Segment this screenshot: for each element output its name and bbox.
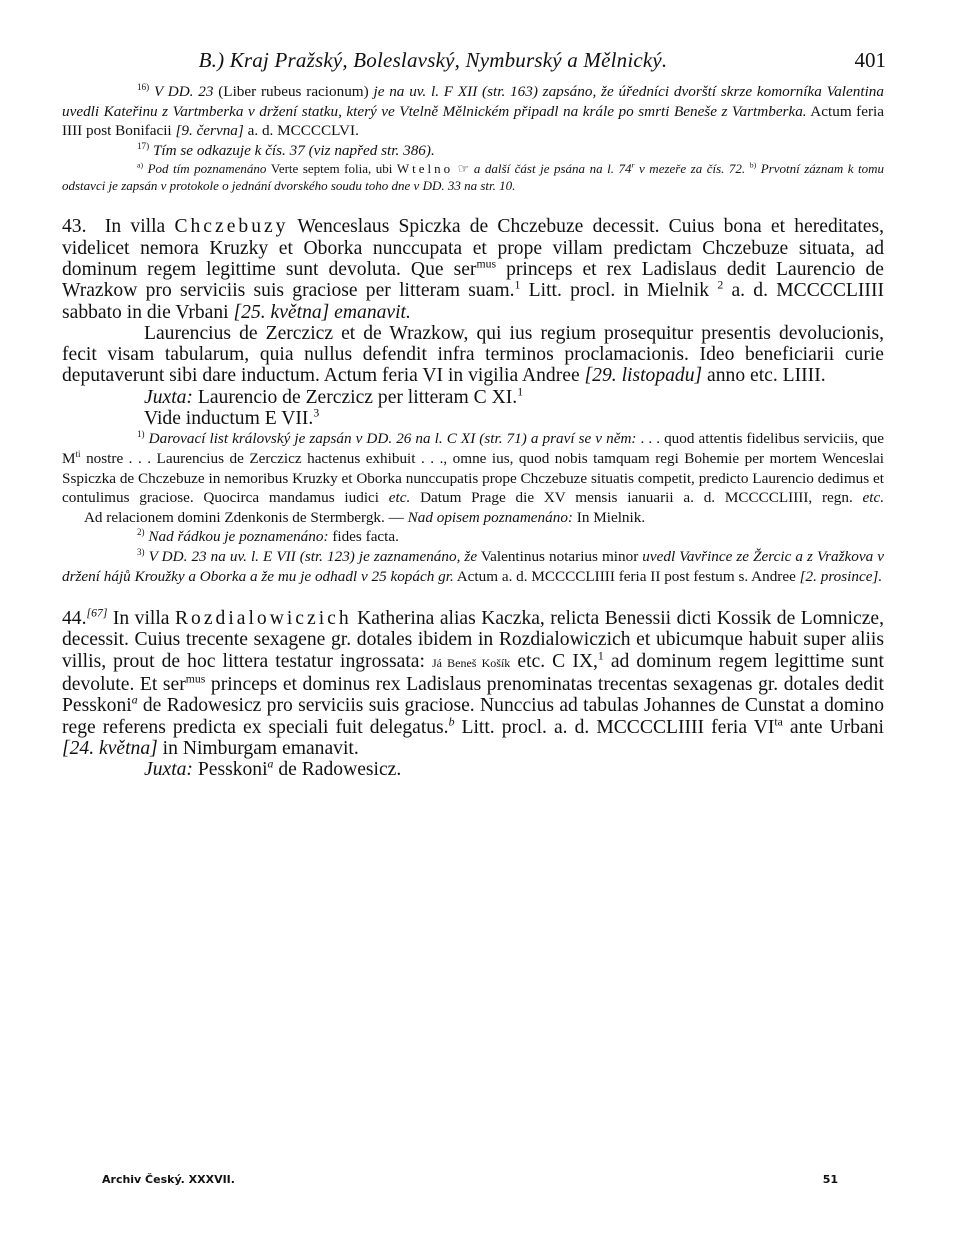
footnote-a: $^{a)}$ Pod tím poznamenáno Verte septem folia, ubi Wtelno ☞ a další část je psána na l. 74$^r$ v mezeře za čís. 72. $^{b)}$ Prvotní záznam k tomu odstavci je zapsán v protokole o jednání dvorského soudu toho dne v DD. 33 na str. 10. bbox=[62, 161, 885, 194]
pointing-hand-icon: ☞ bbox=[453, 161, 474, 177]
entry-43-paragraph-1: 43. In villa Chczebuzy Wenceslaus Spiczka de Chczebuze decessit. Cuius bona et hereditates, videlicet nemora Kruzky et Oborka nunccupata et prope villam predictam Chczebuze situata, ad dominum regem legittime sunt devoluta. Que ser$^{mus}$ princeps et rex Ladislaus dedit Laurencio de Wrazkow pro serviciis suis graciose per litteram suam.$^1$ Litt. procl. in Mielnik $^2$ a. d. MCCCCLIIII sabbato in die Vrbani [25. května] emanavit. bbox=[62, 216, 884, 323]
place-name: Chczebuzy bbox=[174, 216, 289, 238]
top-footnotes bbox=[62, 82, 884, 194]
footnote-16: $^{16)}$ V DD. 23 (Liber rubeus racionum) je na uv. l. F XII (str. 163) zapsáno, že úředníci dvorští skrze komorníka Valentina uvedli Kateřinu z Vartmberka v držení statku, který ve Vtelně Mělnickém připadl na krále po smrti Beneše z Vartmberka. Actum feria IIII post Bonifacii [9. června] a. d. MCCCCLVI. bbox=[62, 81, 884, 140]
page-number: 401 bbox=[854, 48, 886, 72]
entry-number: 44. bbox=[62, 608, 87, 630]
place-name: Rozdialowiczich bbox=[174, 608, 352, 630]
entry-43-footnotes bbox=[62, 429, 884, 586]
entry-44-paragraph-1: 44.[67] In villa Rozdialowiczich Katherina alias Kaczka, relicta Benessii dicti Kossik de Lomnicze, decessit. Cuius trecente sexagene gr. dotales ibidem in Rozdialowiczich et ubicumque habuit super aliis villis, prout de hoc littera testatur ingrossata: Já Beneš Košík etc. C IX,$^1$ ad dominum regem legittime sunt devolute. Et ser$^{mus}$ princeps et dominus rex Ladislaus prenominatas trecentas sexagenas gr. dotales dedit Pesskoni$^a$ de Radowesicz pro serviciis suis graciose. Nunccius ad tabulas Johannes de Cunstat a domino rege referens predicta ex speciali fuit delegatus.$^b$ Litt. procl. a. d. MCCCCLIIII feria $VI^{ta}$ ante Urbani [24. května] in Nimburgam emanavit. bbox=[62, 606, 885, 759]
entry-44-juxta: Juxta: Pesskoni$^a$ de Radowesicz. bbox=[144, 757, 402, 781]
entry-43-paragraph-2: Laurencius de Zerczicz et de Wrazkow, qui ius regium prosequitur presentis devolucionis, fecit visam tabularum, quia nullus defendit infra terminos proclamacionis. Ideo beneficiarii curie deputaverunt sibi dare inductum. Actum feria VI in vigilia Andree [29. listopadu] anno etc. LIIII. bbox=[62, 322, 884, 387]
entry-43 bbox=[62, 216, 884, 429]
footnote-17: $^{17)}$ Tím se odkazuje k čís. 37 (viz napřed str. 386). bbox=[137, 140, 435, 159]
entry-number: 43. bbox=[62, 216, 87, 238]
entry-44 bbox=[62, 608, 884, 780]
running-head: B.) Kraj Pražský, Boleslavský, Nymburský a Mělnický. bbox=[198, 48, 668, 72]
footnote-1: $^{1)}$ Darovací list královský je zapsán v DD. 26 na l. C XI (str. 71) a praví se v něm: . . . quod attentis fidelibus serviciis, que $M^{ti}$ nostre . . . Laurencius de Zerczicz hactenus exhibuit . . ., omne ius, quod nobis tamquam regi Bohemie per mortem Wenceslai Sspiczka de Chczebuze in nemoribus Kruzky et Oborka nunccupatis prope Chczebuze situatis competit, predicto Laurencio dedimus et contulimus graciose. Quocirca mandamus iudici etc. Datum Prage die XV mensis ianuarii a. d. MCCCCLIIII, regn. etc. Ad relacionem domini Zdenkonis de Stermbergk. — Nad opisem poznamenáno: In Mielnik. bbox=[62, 429, 885, 526]
footnote-3: $^{3)}$ V DD. 23 na uv. l. E VII (str. 123) je zaznamenáno, že Valentinus notarius minor uvedl Vavřince ze Žercic a z Vražkova v držení hájů Kroužky a Oborka a že mu je odhadl v 25 kopách gr. Actum a. d. MCCCCLIIII feria II post festum s. Andree [2. prosince]. bbox=[62, 546, 884, 585]
footnote-2: $^{2)}$ Nad řádkou je poznamenáno: fides facta. bbox=[137, 527, 399, 546]
entry-43-juxta: Juxta: Laurencio de Zerczicz per litteram C XI.$^1$ bbox=[144, 385, 524, 408]
page bbox=[62, 48, 884, 780]
footnote-mark: 16) bbox=[137, 81, 150, 92]
page-header bbox=[62, 48, 884, 82]
entry-43-vide: Vide inductum E VII.$^3$ bbox=[144, 406, 320, 430]
footer-signature: 51 bbox=[822, 1173, 838, 1186]
footer-series: Archiv Český. XXXVII. bbox=[102, 1173, 235, 1186]
